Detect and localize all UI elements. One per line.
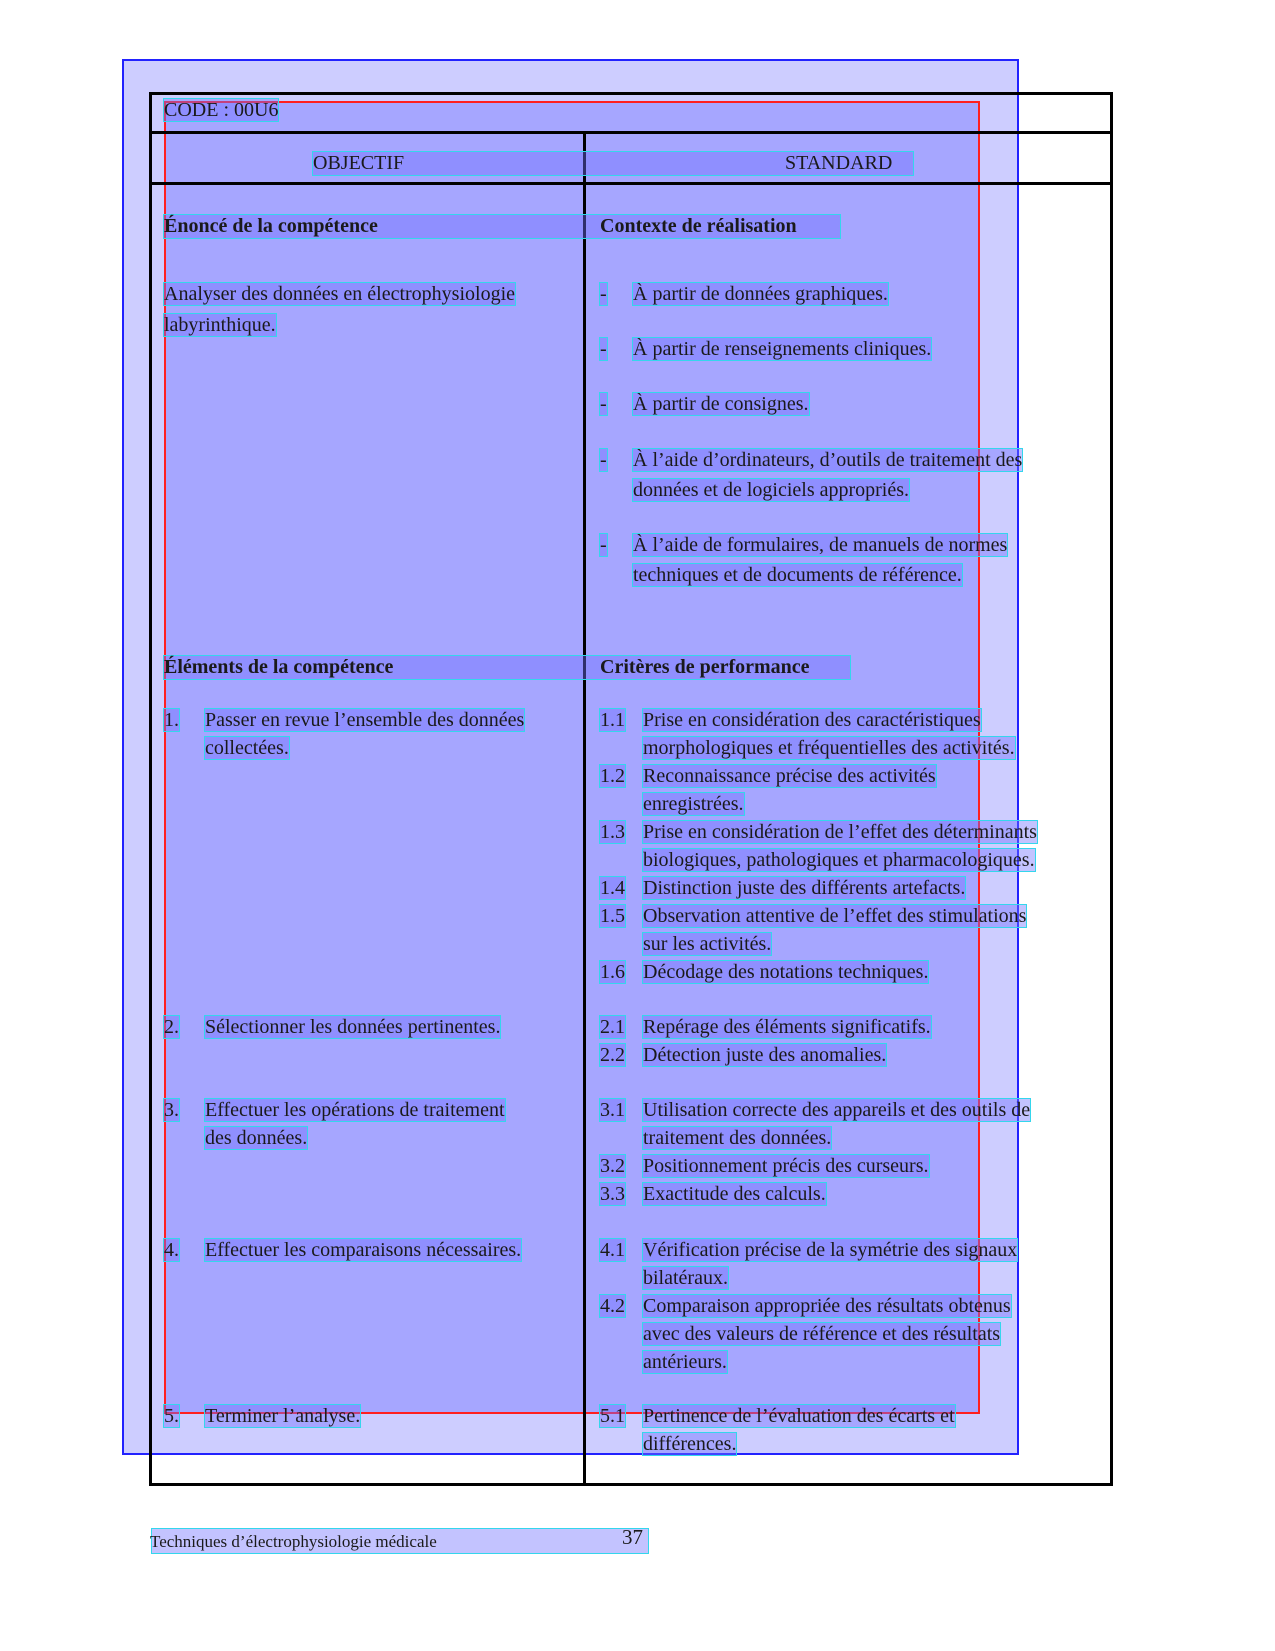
header-divider-2 xyxy=(149,182,1113,185)
critere-num-2-1: 2.1 xyxy=(600,1016,625,1038)
element-num-3: 3. xyxy=(164,1099,179,1121)
critere-1-5-line-2: sur les activités. xyxy=(643,933,772,955)
critere-num-4-1: 4.1 xyxy=(600,1239,625,1261)
critere-3-1-line-1: Utilisation correcte des appareils et des outils de xyxy=(643,1099,1031,1121)
contexte-4-line-2: données et de logiciels appropriés. xyxy=(633,479,910,501)
contexte-2-line-1: À partir de renseignements cliniques. xyxy=(633,338,932,360)
footer-text: Techniques d’électrophysiologie médicale xyxy=(150,1532,437,1551)
critere-1-1-line-1: Prise en considération des caractéristiques xyxy=(643,709,981,731)
table-border-left xyxy=(149,92,152,1486)
enonce-title: Énoncé de la compétence xyxy=(164,215,378,237)
critere-num-3-2: 3.2 xyxy=(600,1155,625,1177)
critere-3-3-line-1: Exactitude des calculs. xyxy=(643,1183,826,1205)
contexte-3-line-1: À partir de consignes. xyxy=(633,393,809,415)
critere-1-2-line-1: Reconnaissance précise des activités xyxy=(643,765,936,787)
critere-num-3-3: 3.3 xyxy=(600,1183,625,1205)
contexte-4-line-1: À l’aide d’ordinateurs, d’outils de traitement des xyxy=(633,449,1023,471)
critere-num-5-1: 5.1 xyxy=(600,1405,625,1427)
element-5-line-1: Terminer l’analyse. xyxy=(205,1405,361,1427)
table-border-right xyxy=(1110,92,1113,1486)
critere-4-2-line-2: avec des valeurs de référence et des résultats xyxy=(643,1323,1001,1345)
critere-num-1-3: 1.3 xyxy=(600,821,625,843)
critere-1-4-line-1: Distinction juste des différents artefacts. xyxy=(643,877,966,899)
critere-1-2-line-2: enregistrées. xyxy=(643,793,744,815)
element-3-line-2: des données. xyxy=(205,1127,308,1149)
contexte-dash-5: - xyxy=(600,534,607,556)
critere-num-2-2: 2.2 xyxy=(600,1044,625,1066)
element-1-line-1: Passer en revue l’ensemble des données xyxy=(205,709,525,731)
critere-2-1-line-1: Repérage des éléments significatifs. xyxy=(643,1016,931,1038)
critere-num-1-2: 1.2 xyxy=(600,765,625,787)
critere-1-3-line-2: biologiques, pathologiques et pharmacologiques. xyxy=(643,849,1035,871)
critere-2-2-line-1: Détection juste des anomalies. xyxy=(643,1044,887,1066)
contexte-5-line-1: À l’aide de formulaires, de manuels de normes xyxy=(633,534,1008,556)
element-num-1: 1. xyxy=(164,709,179,731)
critere-num-1-4: 1.4 xyxy=(600,877,625,899)
element-num-4: 4. xyxy=(164,1239,179,1261)
critere-1-5-line-1: Observation attentive de l’effet des stimulations xyxy=(643,905,1027,927)
element-1-line-2: collectées. xyxy=(205,737,289,759)
contexte-dash-3: - xyxy=(600,393,607,415)
critere-4-1-line-1: Vérification précise de la symétrie des signaux xyxy=(643,1239,1018,1261)
enonce-line-2: labyrinthique. xyxy=(164,314,276,336)
critere-4-2-line-1: Comparaison appropriée des résultats obtenus xyxy=(643,1295,1011,1317)
element-3-line-1: Effectuer les opérations de traitement xyxy=(205,1099,505,1121)
critere-1-3-line-1: Prise en considération de l’effet des déterminants xyxy=(643,821,1037,843)
element-2-line-1: Sélectionner les données pertinentes. xyxy=(205,1016,501,1038)
table-border-top xyxy=(149,92,1113,95)
column-divider xyxy=(583,131,586,1483)
page-number: 37 xyxy=(622,1525,643,1549)
elements-title: Éléments de la compétence xyxy=(164,656,394,678)
element-num-5: 5. xyxy=(164,1405,179,1427)
critere-5-1-line-1: Pertinence de l’évaluation des écarts et xyxy=(643,1405,955,1427)
table-border-bottom xyxy=(149,1483,1113,1486)
contexte-dash-1: - xyxy=(600,283,607,305)
critere-3-1-line-2: traitement des données. xyxy=(643,1127,832,1149)
critere-num-1-1: 1.1 xyxy=(600,709,625,731)
critere-num-4-2: 4.2 xyxy=(600,1295,625,1317)
critere-num-1-6: 1.6 xyxy=(600,961,625,983)
contexte-title: Contexte de réalisation xyxy=(600,215,797,237)
contexte-dash-2: - xyxy=(600,338,607,360)
enonce-line-1: Analyser des données en électrophysiologie xyxy=(164,283,516,305)
contexte-dash-4: - xyxy=(600,449,607,471)
contexte-5-line-2: techniques et de documents de référence. xyxy=(633,564,962,586)
critere-1-6-line-1: Décodage des notations techniques. xyxy=(643,961,929,983)
critere-4-2-line-3: antérieurs. xyxy=(643,1351,727,1373)
critere-3-2-line-1: Positionnement précis des curseurs. xyxy=(643,1155,929,1177)
critere-num-1-5: 1.5 xyxy=(600,905,625,927)
critere-5-1-line-2: différences. xyxy=(643,1433,737,1455)
column-header-objective: OBJECTIF xyxy=(313,152,405,174)
critere-4-1-line-2: bilatéraux. xyxy=(643,1267,728,1289)
contexte-1-line-1: À partir de données graphiques. xyxy=(633,283,888,305)
critere-1-1-line-2: morphologiques et fréquentielles des activités. xyxy=(643,737,1015,759)
critere-num-3-1: 3.1 xyxy=(600,1099,625,1121)
element-4-line-1: Effectuer les comparaisons nécessaires. xyxy=(205,1239,522,1261)
header-divider-1 xyxy=(149,131,1113,134)
code-label: CODE : 00U6 xyxy=(164,99,279,121)
element-num-2: 2. xyxy=(164,1016,179,1038)
criteres-title: Critères de performance xyxy=(600,656,810,678)
column-header-standard: STANDARD xyxy=(785,152,893,174)
